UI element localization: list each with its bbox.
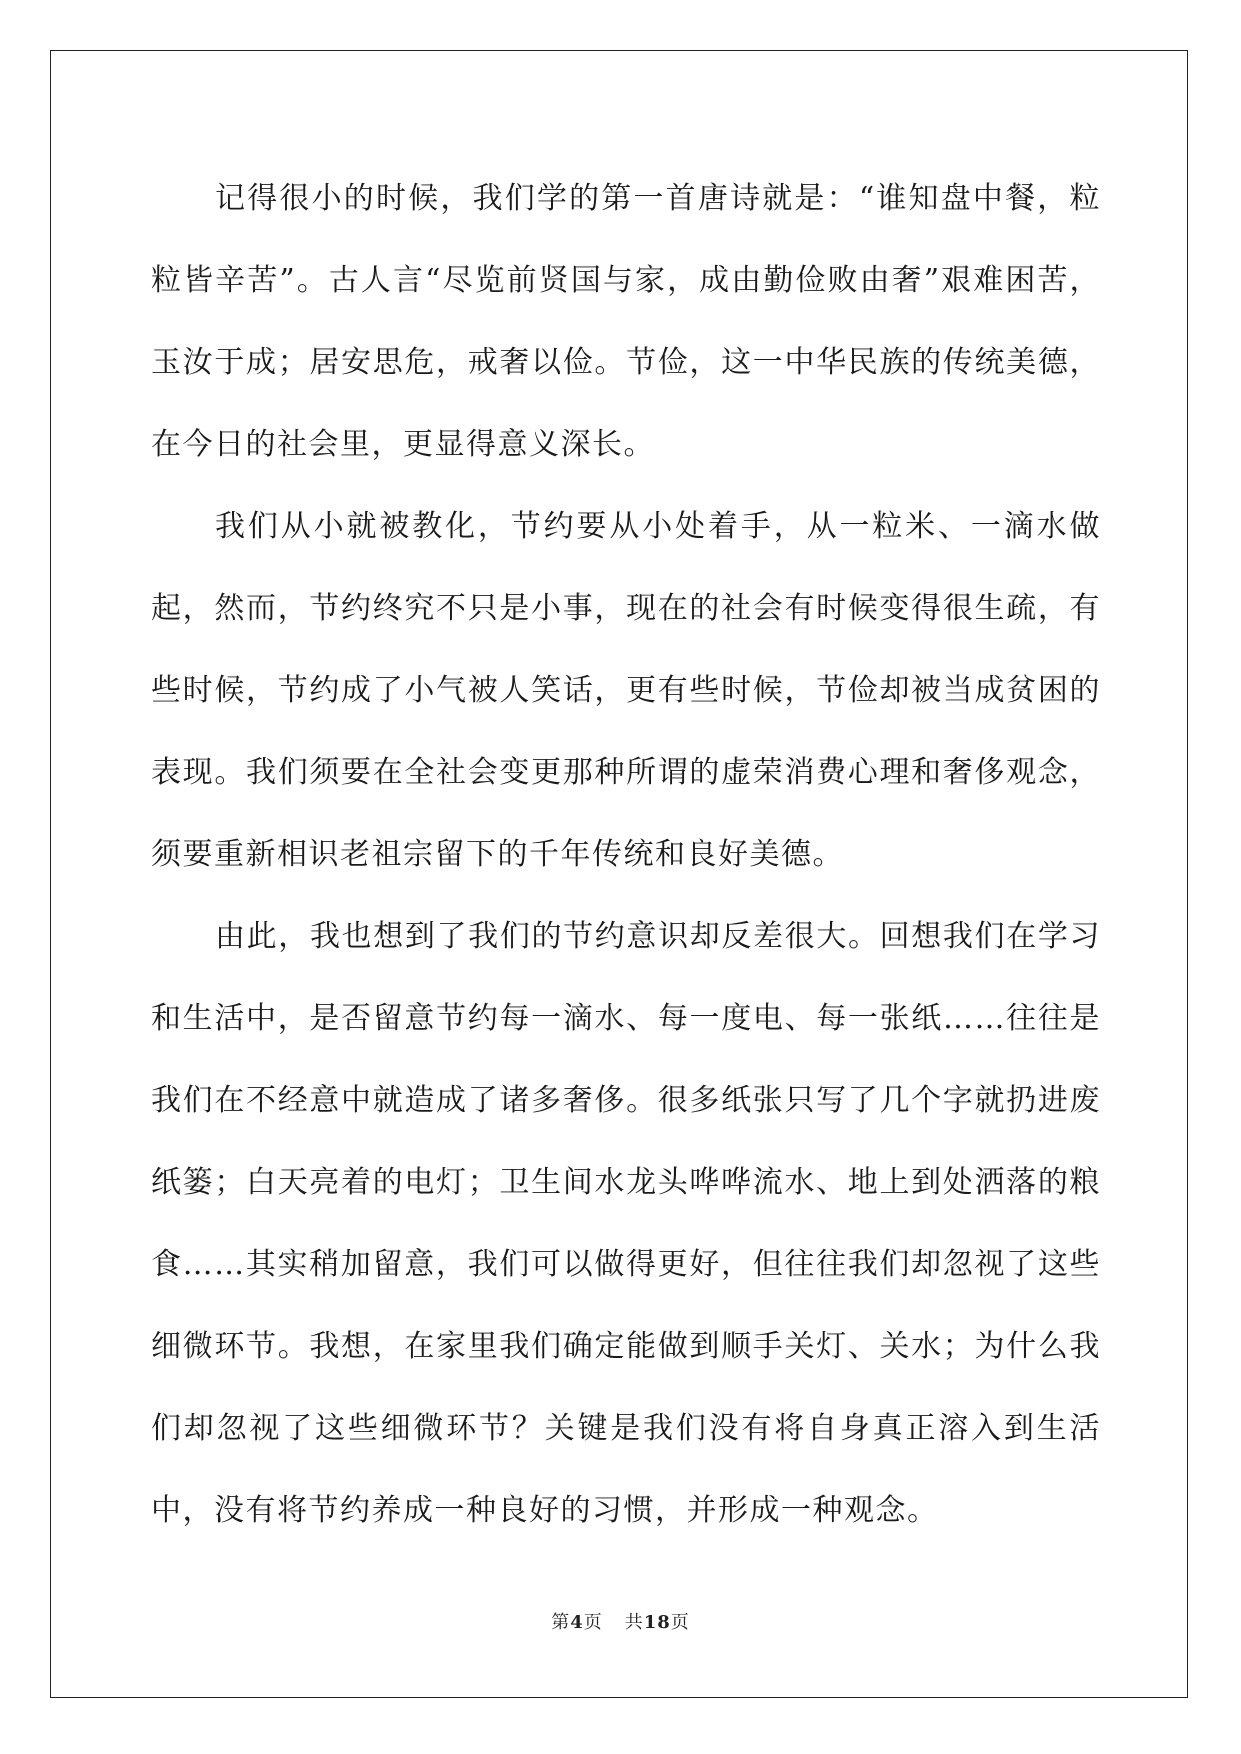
page-footer (0, 1608, 1241, 1634)
page-suffix: 页 (583, 1612, 603, 1633)
total-page-number: 18 (643, 1612, 671, 1633)
total-prefix: 共 (624, 1612, 644, 1633)
document-body (151, 158, 1101, 1552)
total-suffix: 页 (670, 1612, 690, 1633)
page-prefix: 第 (551, 1612, 571, 1633)
current-page-number: 4 (570, 1612, 584, 1633)
paragraph-3: 由此，我也想到了我们的节约意识却反差很大。回想我们在学习和生活中，是否留意节约每一滴水、每一度电、每一张纸……往往是我们在不经意中就造成了诸多奢侈。很多纸张只写了几个字就扔进废纸篓；白天亮着的电灯；卫生间水龙头哗哗流水、地上到处洒落的粮食……其实稍加留意，我们可以做得更好，但往往我们却忽视了这些细微环节。我想，在家里我们确定能做到顺手关灯、关水；为什么我们却忽视了这些细微环节？关键是我们没有将自身真正溶入到生活中，没有将节约养成一种良好的习惯，并形成一种观念。 (151, 919, 1101, 1528)
paragraph-1: 记得很小的时候，我们学的第一首唐诗就是：“谁知盘中餐，粒粒皆辛苦”。古人言“尽览前贤国与家，成由勤俭败由奢”艰难困苦，玉汝于成；居安思危，戒奢以俭。节俭，这一中华民族的传统美德，在今日的社会里，更显得意义深长。 (151, 181, 1101, 462)
paragraph-2: 我们从小就被教化，节约要从小处着手，从一粒米、一滴水做起，然而，节约终究不只是小事，现在的社会有时候变得很生疏，有些时候，节约成了小气被人笑话，更有些时候，节俭却被当成贫困的表现。我们须要在全社会变更那种所谓的虚荣消费心理和奢侈观念，须要重新相识老祖宗留下的千年传统和良好美德。 (151, 509, 1101, 872)
